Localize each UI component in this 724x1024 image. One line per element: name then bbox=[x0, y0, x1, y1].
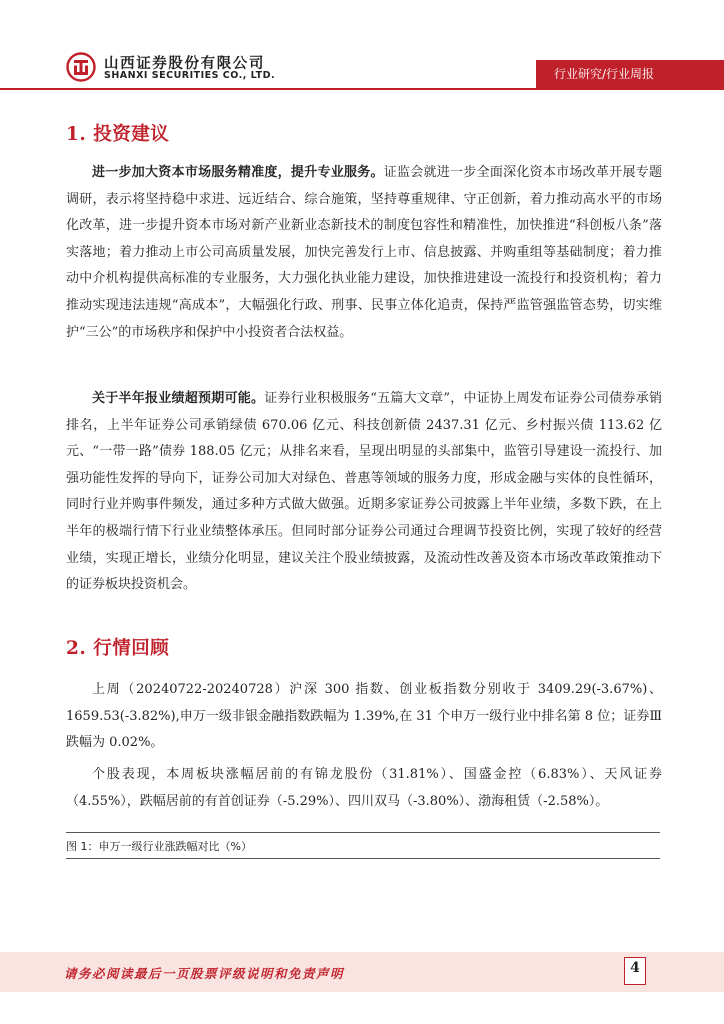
company-name-cn: 山西证券股份有限公司 bbox=[104, 56, 265, 72]
paragraph-lead-1: 进一步加大资本市场服务精准度，提升专业服务。 bbox=[92, 165, 384, 180]
paragraph-lead-2: 关于半年报业绩超预期可能。 bbox=[92, 391, 265, 406]
paragraph-body-1: 证监会就进一步全面深化资本市场改革开展专题调研，表示将坚持稳中求进、远近结合、综合施策，坚持尊重规律、守正创新，着力推动高水平的市场化改革，进一步提升资本市场对新产业新业态新技术的制度包容性和精准性，加快推进“科创板八条”落实落地；着力推动上市公司高质量发展，加快完善发行上市、信息披露、并购重组等基础制度；着力推动中介机构提供高标准的专业服务，大力强化执业能力建设，加快推进建设一流投行和投资机构；着力推动实现违法违规“高成本”，大幅强化行政、刑事、民事立体化追责，保持严监管强监管态势，切实维护“三公”的市场秩序和保护中小投资者合法权益。 bbox=[66, 165, 662, 340]
investment-paragraph-1 bbox=[66, 160, 662, 346]
footer-disclaimer: 请务必阅读最后一页股票评级说明和免责声明 bbox=[64, 966, 345, 981]
report-header bbox=[0, 0, 724, 96]
investment-paragraph-2 bbox=[66, 386, 662, 599]
market-review-paragraph-2: 个股表现，本周板块涨幅居前的有锦龙股份（31.81%）、国盛金控（6.83%）、天风证券（4.55%），跌幅居前的有首创证券（-5.29%）、四川双马（-3.80%）、渤海租赁（-2.58%）。 bbox=[66, 767, 662, 809]
figure-caption: 图 1：申万一级行业涨跌幅对比（%） bbox=[66, 840, 252, 853]
page-number: 4 bbox=[630, 960, 640, 976]
paragraph-body-2: 证券行业积极服务“五篇大文章”，中证协上周发布证券公司债券承销排名，上半年证券公司承销绿债 670.06 亿元、科技创新债 2437.31 亿元、乡村振兴债 113.62 亿元、“一带一路”债券 188.05 亿元；从排名来看，呈现出明显的头部集中，监管引导建设一流投行、加强功能性发挥的导向下，证券公司加大对绿色、普惠等领域的服务力度，形成金融与实体的良性循环，同时行业并购事件频发，通过多种方式做大做强。近期多家证券公司披露上半年业绩，多数下跌，在上半年的极端行情下行业业绩整体承压。但同时部分证券公司通过合理调节投资比例，实现了较好的经营业绩，实现正增长，业绩分化明显，建议关注个股业绩披露，及流动性改善及资本市场改革政策推动下的证券板块投资机会。 bbox=[66, 391, 662, 593]
section-heading-market-review: 2. 行情回顾 bbox=[66, 638, 170, 659]
market-review-paragraph-1: 上周（20240722-20240728）沪深 300 指数、创业板指数分别收于 3409.29(-3.67%)、1659.53(-3.82%),申万一级非银金融指数跌幅为 1.39%,在 31 个申万一级行业中排名第 8 位；证券Ⅲ跌幅为 0.02%。 bbox=[66, 682, 662, 751]
company-logo-icon bbox=[66, 52, 96, 82]
header-divider bbox=[0, 88, 724, 90]
figure-bottom-rule bbox=[66, 858, 660, 859]
company-name-en: SHANXI SECURITIES CO., LTD. bbox=[104, 70, 276, 81]
report-type-label: 行业研究/行业周报 bbox=[554, 67, 655, 81]
figure-top-rule bbox=[66, 832, 660, 833]
section-heading-investment: 1. 投资建议 bbox=[66, 124, 170, 145]
